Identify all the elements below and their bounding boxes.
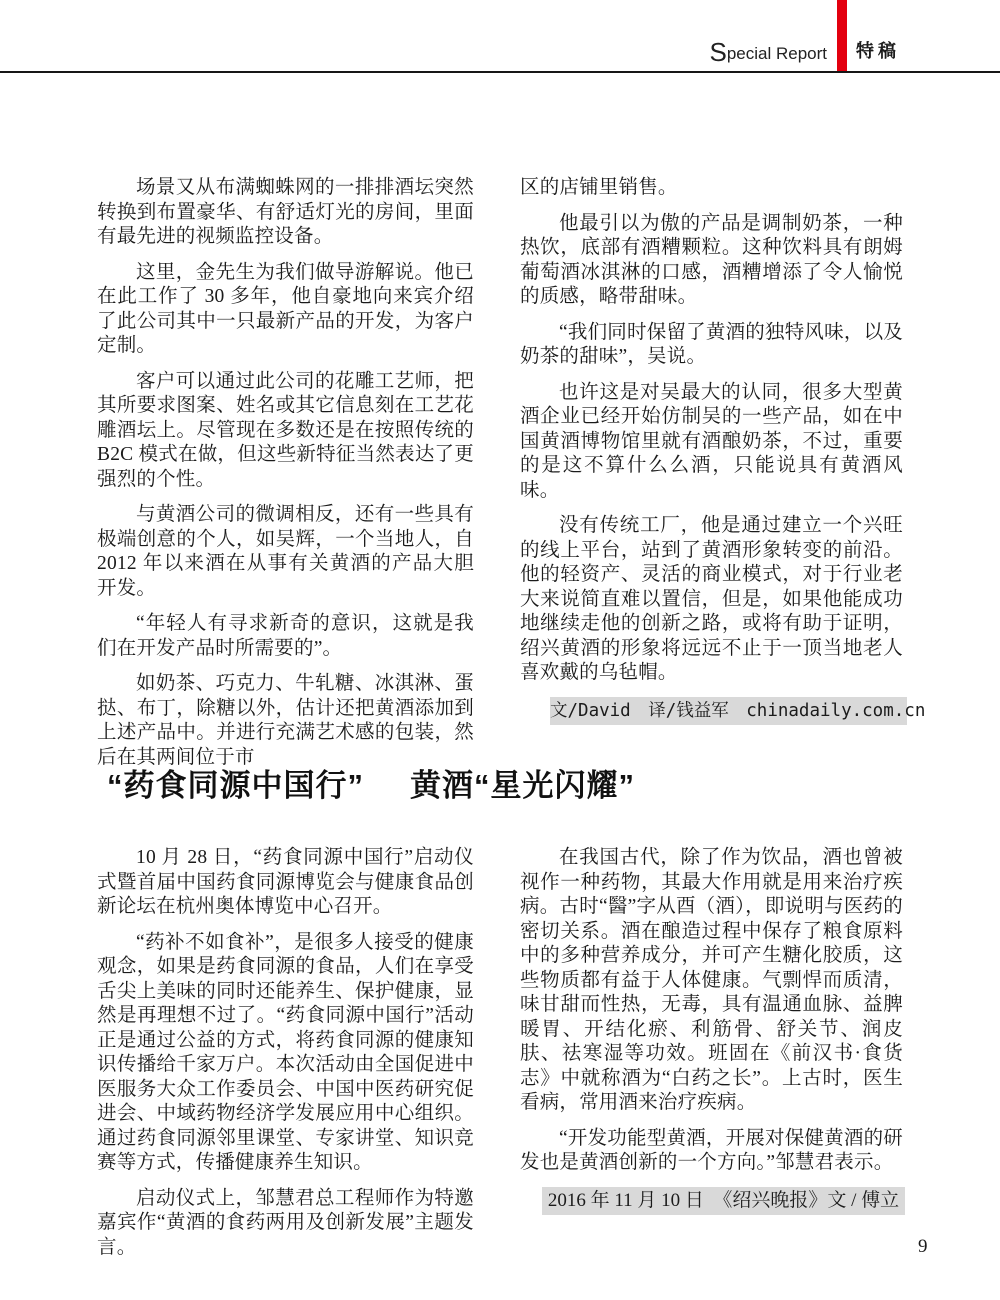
section-title-initial: S bbox=[709, 37, 727, 67]
paragraph: 场景又从布满蜘蛛网的一排排酒坛突然转换到布置豪华、有舒适灯光的房间，里面有最先进的视频监控设备。 bbox=[97, 177, 474, 247]
article-2-headline bbox=[107, 760, 635, 805]
paragraph: 他最引以为傲的产品是调制奶茶，一种热饮，底部有酒糟颗粒。这种饮料具有朗姆葡萄酒冰淇淋的口感，酒糟增添了令人愉悦的质感，略带甜味。 bbox=[520, 212, 903, 307]
article-1 bbox=[97, 176, 926, 781]
article-1-left-column bbox=[97, 176, 474, 781]
paragraph: 没有传统工厂，他是通过建立一个兴旺的线上平台，站到了黄酒形象转变的前沿。他的轻资产、灵活的商业模式，对于行业老大来说简直难以置信，但是，如果他能成功地继续走他的创新之路，或将有助于证明，绍兴黄酒的形象将远远不止于一顶当地老人喜欢戴的乌毡帽。 bbox=[520, 515, 903, 683]
paragraph: “年轻人有寻求新奇的意识，这就是我们在开发产品时所需要的”。 bbox=[97, 613, 474, 659]
section-title-chinese: 特稿 bbox=[856, 41, 900, 61]
article-2-byline-badge: 2016 年 11 月 10 日 《绍兴晚报》文 / 傅立 bbox=[542, 1187, 905, 1215]
article-2-left-column bbox=[97, 846, 474, 1271]
article-2-right-column bbox=[520, 846, 903, 1271]
paragraph: 客户可以通过此公司的花雕工艺师，把其所要求图案、姓名或其它信息刻在工艺花雕酒坛上。尽管现在多数还是在按照传统的 B2C 模式在做，但这些新特征当然表达了更强烈的个性。 bbox=[97, 370, 474, 490]
article-1-right-column bbox=[520, 176, 926, 781]
headline-part-2: 黄酒“星光闪耀” bbox=[410, 768, 635, 803]
page-number: 9 bbox=[918, 1236, 928, 1257]
section-title-english bbox=[709, 37, 827, 67]
red-accent-bar bbox=[837, 0, 847, 71]
paragraph: “开发功能型黄酒，开展对保健黄酒的研发也是黄酒创新的一个方向。”邹慧君表示。 bbox=[520, 1127, 903, 1173]
paragraph: 启动仪式上，邹慧君总工程师作为特邀嘉宾作“黄酒的食药两用及创新发展”主题发言。 bbox=[97, 1187, 474, 1258]
article-1-byline-badge: 文/David 译/钱益军 chinadaily.com.cn bbox=[550, 697, 907, 725]
paragraph: 这里，金先生为我们做导游解说。他已在此工作了 30 多年，他自豪地向来宾介绍了此公司其中一只最新产品的开发，为客户定制。 bbox=[97, 261, 474, 356]
paragraph: 如奶茶、巧克力、牛轧糖、冰淇淋、蛋挞、布丁，除糖以外，估计还把黄酒添加到上述产品中。并进行充满艺术感的包装，然后在其两间位于市 bbox=[97, 673, 474, 768]
article-2 bbox=[97, 846, 903, 1271]
paragraph: 也许这是对吴最大的认同，很多大型黄酒企业已经开始仿制吴的一些产品，如在中国黄酒博物馆里就有酒酿奶茶，不过，重要的是这不算什么么酒，只能说具有黄酒风味。 bbox=[520, 381, 903, 501]
page-header bbox=[0, 0, 1000, 73]
section-title-rest: pecial Report bbox=[726, 44, 827, 63]
paragraph: 在我国古代，除了作为饮品，酒也曾被视作一种药物，其最大作用就是用来治疗疾病。古时“醫”字从酉（酒），即说明与医药的密切关系。酒在酿造过程中保存了粮食原料中的多种营养成分，并可产生糖化胶质，这些物质都有益于人体健康。气剽悍而质清，味甘甜而性热，无毒，具有温通血脉、益脾暖胃、开结化瘀、利筋骨、舒关节、润皮肤、祛寒湿等功效。班固在《前汉书·食货志》中就称酒为“白药之长”。上古时，医生看病，常用酒来治疗疾病。 bbox=[520, 847, 903, 1113]
paragraph: 区的店铺里销售。 bbox=[520, 177, 678, 198]
paragraph: 与黄酒公司的微调相反，还有一些具有极端创意的个人，如吴辉，一个当地人，自 2012 年以来酒在从事有关黄酒的产品大胆开发。 bbox=[97, 504, 474, 599]
paragraph: “药补不如食补”，是很多人接受的健康观念，如果是药食同源的食品，人们在享受舌尖上美味的同时还能养生、保护健康，显然是再理想不过了。“药食同源中国行”活动正是通过公益的方式，将药食同源的健康知识传播给千家万户。本次活动由全国促进中医服务大众工作委员会、中国中医药研究促进会、中域药物经济学发展应用中心组织。通过药食同源邻里课堂、专家讲堂、知识竞赛等方式，传播健康养生知识。 bbox=[97, 931, 474, 1173]
headline-part-1: “药食同源中国行” bbox=[107, 768, 364, 803]
paragraph: 10 月 28 日，“药食同源中国行”启动仪式暨首届中国药食同源博览会与健康食品创新论坛在杭州奥体博览中心召开。 bbox=[97, 847, 474, 917]
paragraph: “我们同时保留了黄酒的独特风味，以及奶茶的甜味”，吴说。 bbox=[520, 321, 903, 367]
